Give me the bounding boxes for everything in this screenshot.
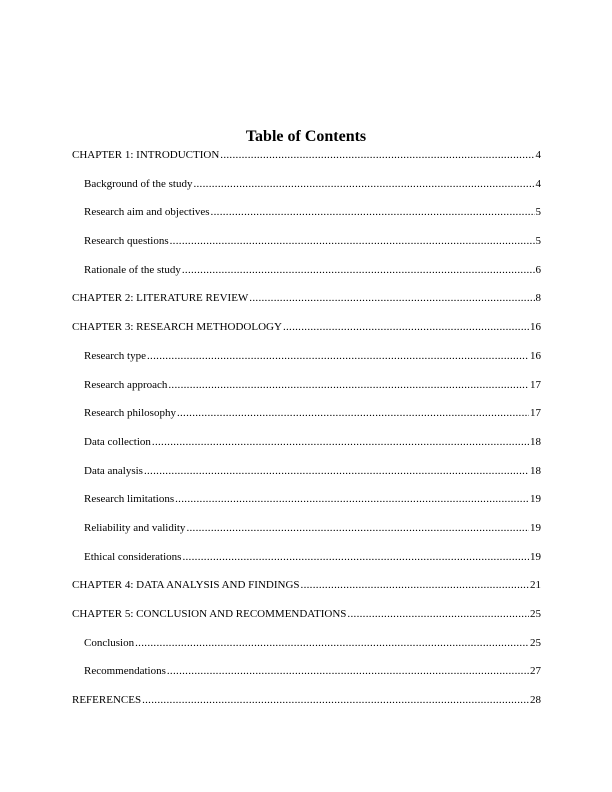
toc-chapter-entry[interactable] [72, 693, 541, 722]
toc-section-entry[interactable] [72, 636, 541, 665]
toc-page-number[interactable]: 16 [530, 321, 541, 334]
toc-section-entry[interactable] [72, 177, 541, 206]
toc-entry-text[interactable]: Reliability and validity [84, 521, 186, 534]
toc-section-entry[interactable] [72, 378, 541, 407]
toc-entry-text[interactable]: CHAPTER 3: RESEARCH METHODOLOGY [72, 321, 282, 334]
toc-dot-leader [186, 521, 529, 535]
toc-entry-text[interactable]: REFERENCES [72, 694, 142, 707]
toc-section-entry[interactable] [72, 406, 541, 435]
toc-page-number[interactable]: 28 [530, 694, 541, 707]
toc-entry-text[interactable]: Research questions [84, 235, 169, 248]
toc-entry-text[interactable]: Ethical considerations [84, 550, 182, 563]
toc-page-number[interactable]: 4 [535, 177, 541, 190]
toc-entry-text[interactable]: Data collection [84, 435, 151, 448]
toc-section-entry[interactable] [72, 205, 541, 234]
toc-page-number[interactable]: 17 [530, 407, 541, 420]
toc-page-number[interactable]: 5 [535, 206, 541, 219]
toc-dot-leader [147, 349, 529, 363]
toc-page-number[interactable]: 4 [535, 149, 541, 161]
toc-page-number[interactable]: 21 [530, 579, 541, 592]
toc-page-number[interactable]: 5 [535, 235, 541, 248]
toc-page-number[interactable]: 27 [530, 665, 541, 678]
toc-entry-text[interactable]: Research philosophy [84, 407, 176, 420]
toc-section-entry[interactable] [72, 349, 541, 378]
toc-entry-text[interactable]: Rationale of the study [84, 263, 181, 276]
toc-entry-text[interactable]: Research limitations [84, 493, 175, 506]
toc-dot-leader [211, 205, 535, 219]
toc-entry-text[interactable]: Conclusion [84, 636, 135, 649]
toc-entry-text[interactable]: Research type [84, 349, 146, 362]
toc-entry-text[interactable]: Data analysis [84, 464, 143, 477]
toc-entry-text[interactable]: Recommendations [84, 665, 166, 678]
toc-section-entry[interactable] [72, 464, 541, 493]
toc-entry-text[interactable]: CHAPTER 4: DATA ANALYSIS AND FINDINGS [72, 579, 300, 592]
toc-dot-leader [193, 177, 534, 191]
toc-dot-leader [220, 148, 534, 162]
toc-page-number[interactable]: 16 [530, 349, 541, 362]
toc-page-number[interactable]: 18 [530, 464, 541, 477]
toc-page-number[interactable]: 25 [530, 636, 541, 649]
toc-section-entry[interactable] [72, 664, 541, 693]
toc-dot-leader [152, 435, 529, 449]
toc-entry-text[interactable]: CHAPTER 2: LITERATURE REVIEW [72, 292, 249, 305]
toc-chapter-entry[interactable] [72, 607, 541, 636]
toc-dot-leader [177, 406, 529, 420]
toc-page-number[interactable]: 19 [530, 493, 541, 506]
toc-dot-leader [283, 320, 529, 334]
toc-page-number[interactable]: 19 [530, 521, 541, 534]
toc-dot-leader [182, 550, 529, 564]
toc-entry-text[interactable]: CHAPTER 1: INTRODUCTION [72, 149, 220, 161]
toc-page-number[interactable]: 17 [530, 378, 541, 391]
toc-section-entry[interactable] [72, 521, 541, 550]
toc-title: Table of Contents [245, 128, 367, 145]
toc-entry-text[interactable]: Research approach [84, 378, 168, 391]
toc-list [72, 148, 541, 722]
toc-page-number[interactable]: 19 [530, 550, 541, 563]
toc-dot-leader [167, 664, 529, 678]
toc-dot-leader [249, 291, 534, 305]
toc-dot-leader [170, 234, 535, 248]
toc-dot-leader [175, 492, 529, 506]
toc-section-entry[interactable] [72, 492, 541, 521]
toc-chapter-entry[interactable] [72, 578, 541, 607]
toc-section-entry[interactable] [72, 550, 541, 579]
toc-section-entry[interactable] [72, 234, 541, 263]
toc-page-number[interactable]: 8 [535, 292, 541, 305]
toc-dot-leader [301, 578, 529, 592]
toc-dot-leader [135, 636, 529, 650]
toc-section-entry[interactable] [72, 435, 541, 464]
toc-page-number[interactable]: 18 [530, 435, 541, 448]
toc-dot-leader [144, 464, 529, 478]
toc-section-entry[interactable] [72, 263, 541, 292]
toc-chapter-entry[interactable] [72, 320, 541, 349]
toc-dot-leader [347, 607, 529, 621]
toc-entry-text[interactable]: Research aim and objectives [84, 206, 210, 219]
toc-dot-leader [182, 263, 535, 277]
toc-entry-text[interactable]: Background of the study [84, 177, 193, 190]
toc-dot-leader [142, 693, 529, 707]
toc-page-number[interactable]: 25 [530, 608, 541, 620]
toc-chapter-entry[interactable] [72, 148, 541, 177]
toc-entry-text[interactable]: CHAPTER 5: CONCLUSION AND RECOMMENDATIONS [72, 608, 347, 620]
toc-chapter-entry[interactable] [72, 291, 541, 320]
toc-dot-leader [168, 378, 529, 392]
toc-page-number[interactable]: 6 [535, 263, 541, 276]
